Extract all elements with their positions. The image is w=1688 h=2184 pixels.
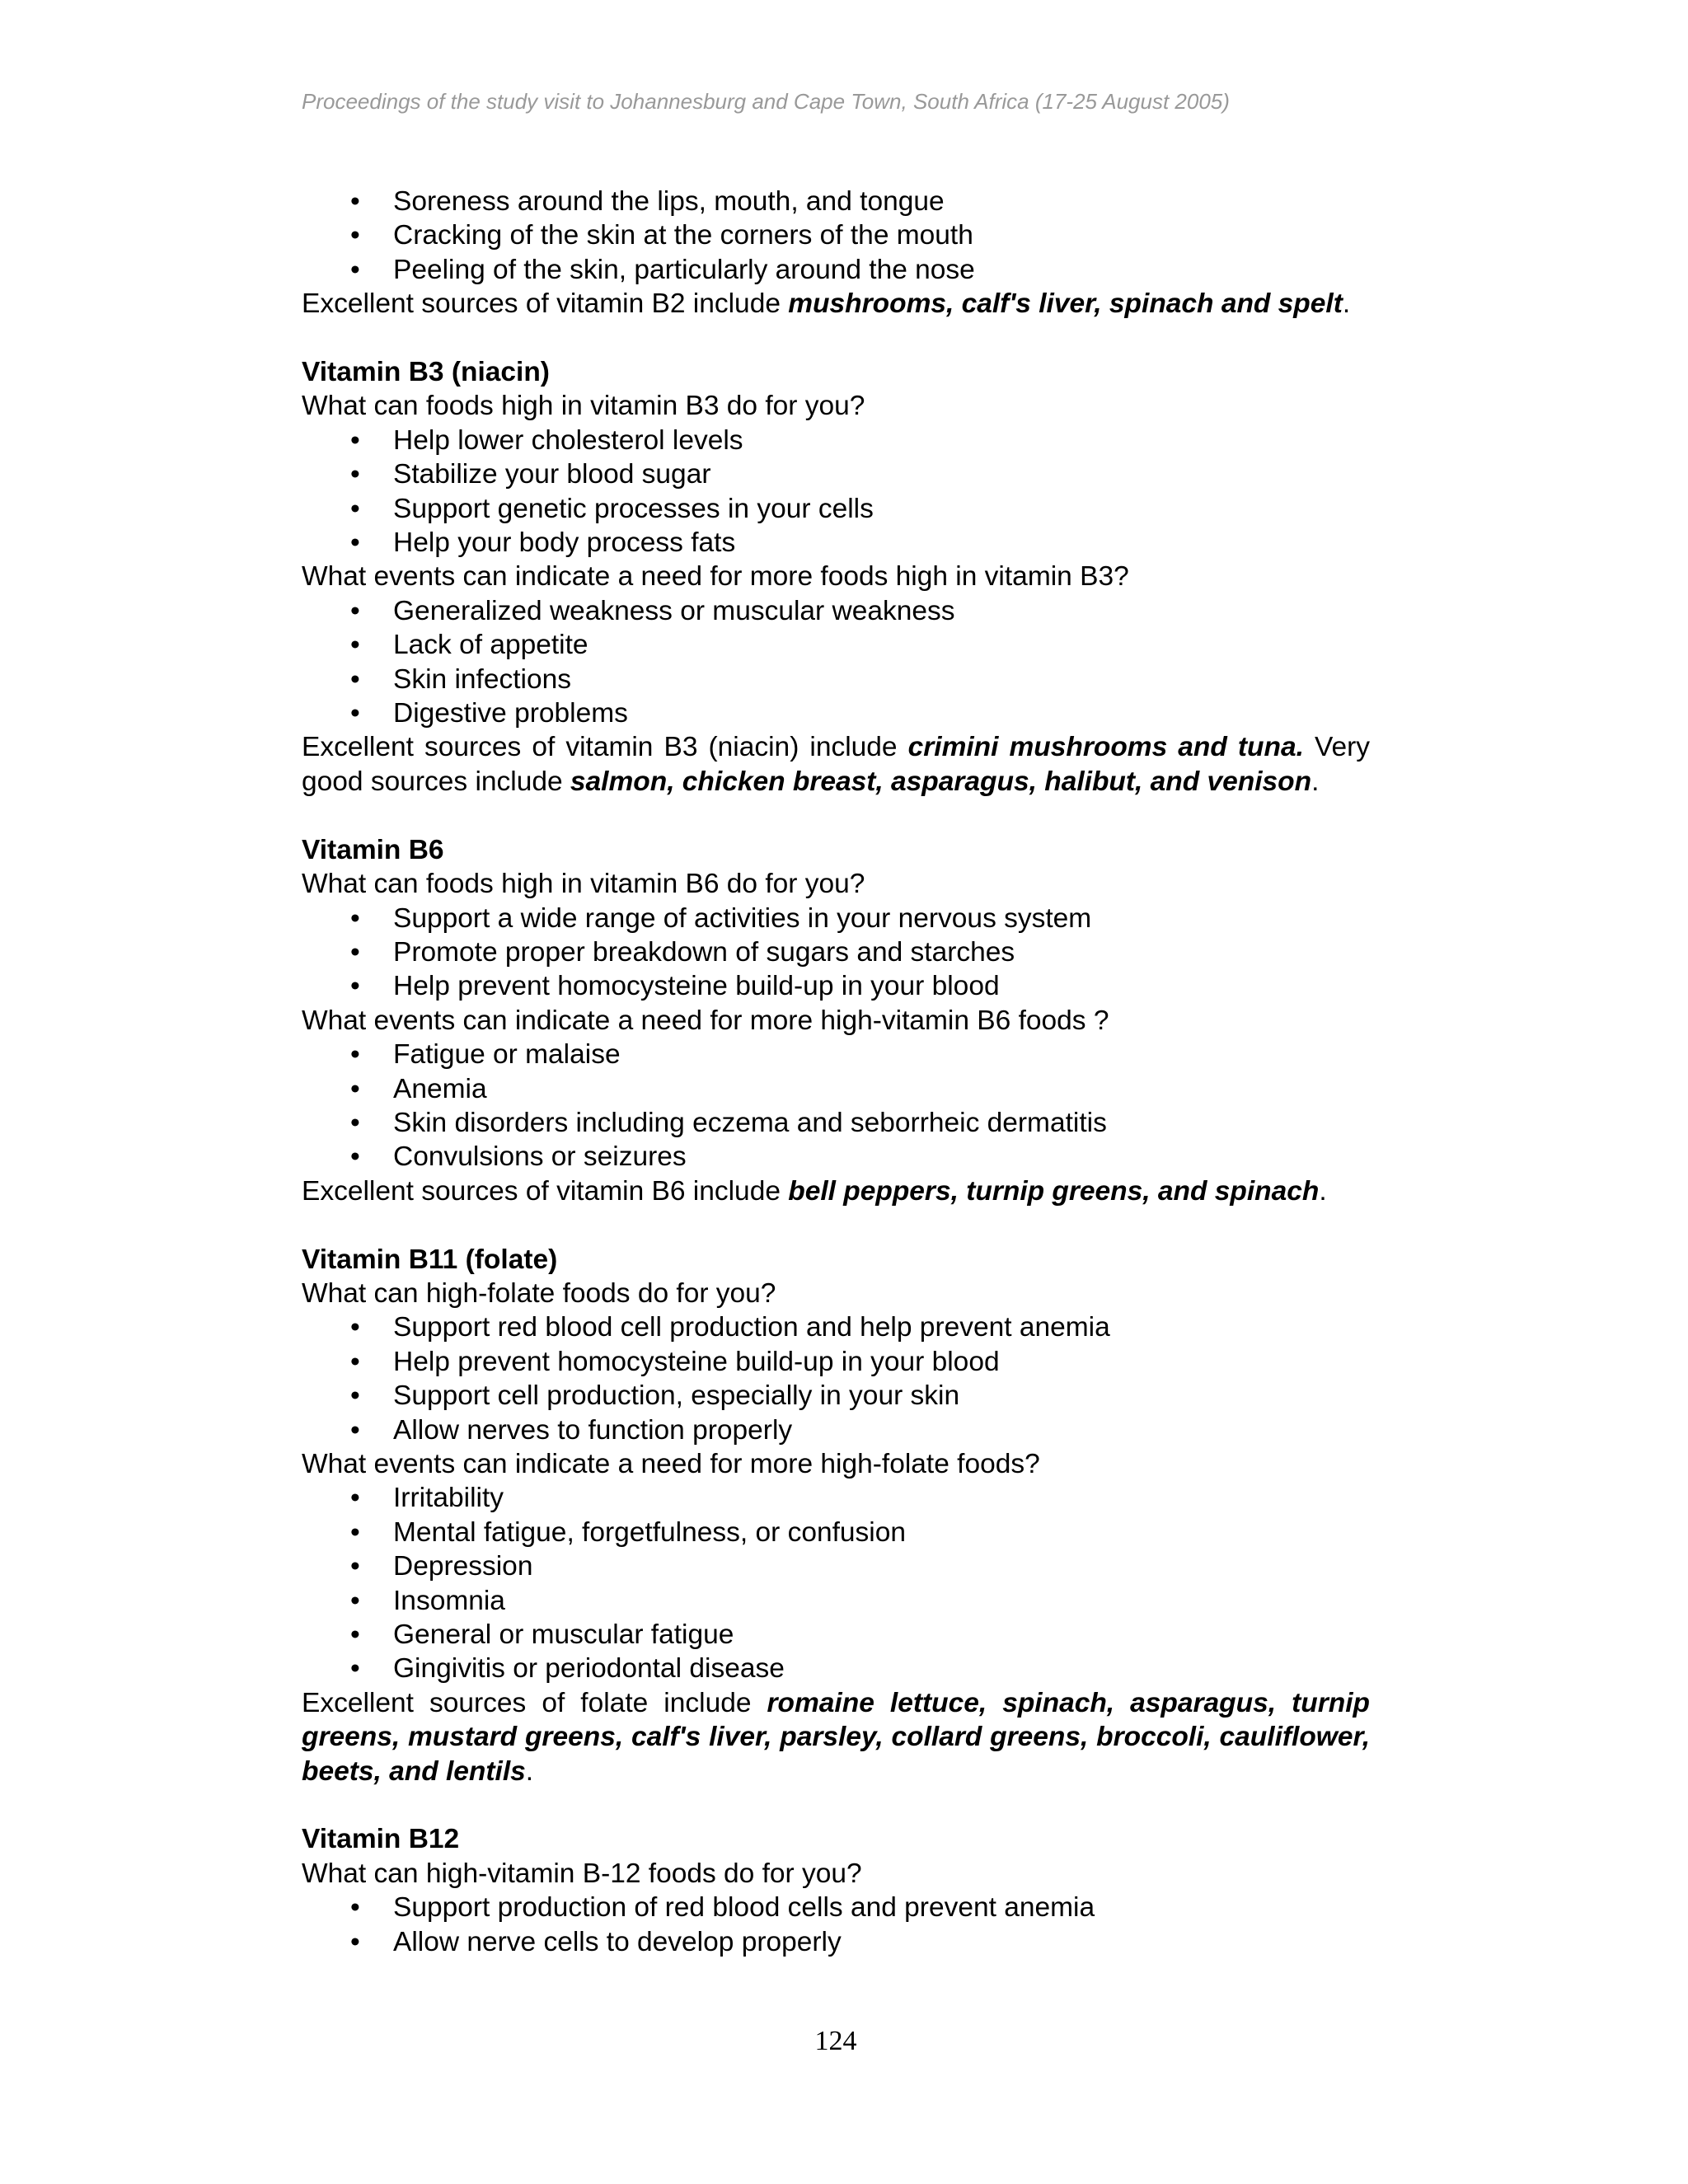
b3-good-sources-foods: salmon, chicken breast, asparagus, halibut, and venison bbox=[570, 766, 1312, 797]
list-item: • Cracking of the skin at the corners of the mouth bbox=[302, 218, 1370, 252]
bullet-icon: • bbox=[350, 1653, 360, 1685]
bullet-icon: • bbox=[350, 493, 360, 524]
bullet-icon: • bbox=[350, 1551, 360, 1582]
b11-needs-list bbox=[302, 1481, 1370, 1685]
list-item: • Skin disorders including eczema and seborrheic dermatitis bbox=[302, 1106, 1370, 1140]
b11-benefits-list bbox=[302, 1310, 1370, 1447]
list-item: • Soreness around the lips, mouth, and tongue bbox=[302, 185, 1370, 218]
section-heading-b6: Vitamin B6 bbox=[302, 834, 444, 865]
bullet-icon: • bbox=[350, 1926, 360, 1957]
bullet-icon: • bbox=[350, 1483, 360, 1514]
list-item: • Support a wide range of activities in your nervous system bbox=[302, 902, 1370, 935]
bullet-icon: • bbox=[350, 1380, 360, 1412]
bullet-icon: • bbox=[350, 1312, 360, 1343]
b11-benefits-question: What can high-folate foods do for you? bbox=[302, 1277, 776, 1309]
list-item: • Generalized weakness or muscular weakness bbox=[302, 594, 1370, 628]
b3-need-question: What events can indicate a need for more foods high in vitamin B3? bbox=[302, 561, 1129, 593]
bullet-icon: • bbox=[350, 630, 360, 661]
bullet-icon: • bbox=[350, 459, 360, 490]
list-item: • Skin infections bbox=[302, 663, 1370, 696]
page-number: 124 bbox=[814, 2026, 857, 2056]
b6-benefits-list bbox=[302, 902, 1370, 1004]
list-item: • Allow nerve cells to develop properly bbox=[302, 1925, 1370, 1959]
bullet-icon: • bbox=[350, 424, 360, 456]
bullet-icon: • bbox=[350, 1619, 360, 1651]
bullet-icon: • bbox=[350, 1585, 360, 1616]
b11-sources-paragraph: Excellent sources of folate include romaine lettuce, spinach, asparagus, turnip greens, mustard greens, calf's liver, parsley, collard greens, broccoli, cauliflower, beets, and lentils. bbox=[302, 1687, 1370, 1787]
bullet-icon: • bbox=[350, 663, 360, 695]
b6-needs-list bbox=[302, 1038, 1370, 1174]
b6-need-question: What events can indicate a need for more high-vitamin B6 foods ? bbox=[302, 1005, 1109, 1036]
b6-benefits-question: What can foods high in vitamin B6 do for you? bbox=[302, 869, 865, 900]
b12-benefits-list bbox=[302, 1891, 1370, 1959]
b12-benefits-question: What can high-vitamin B-12 foods do for you? bbox=[302, 1858, 862, 1889]
section-heading-b11: Vitamin B11 (folate) bbox=[302, 1244, 558, 1275]
b3-benefits-question: What can foods high in vitamin B3 do for you? bbox=[302, 391, 865, 422]
bullet-icon: • bbox=[350, 254, 360, 285]
list-item: • Irritability bbox=[302, 1481, 1370, 1515]
list-item: • Peeling of the skin, particularly around the nose bbox=[302, 253, 1370, 287]
b3-sources-paragraph: Excellent sources of vitamin B3 (niacin) include crimini mushrooms and tuna. Very good sources include salmon, chicken breast, asparagus, halibut, and venison. bbox=[302, 732, 1370, 797]
running-header: Proceedings of the study visit to Johannesburg and Cape Town, South Africa (17-25 August 2005) bbox=[302, 89, 1230, 114]
list-item: • Mental fatigue, forgetfulness, or confusion bbox=[302, 1516, 1370, 1549]
b6-sources-foods: bell peppers, turnip greens, and spinach bbox=[788, 1175, 1320, 1207]
list-item: • Gingivitis or periodontal disease bbox=[302, 1652, 1370, 1685]
list-item: • Stabilize your blood sugar bbox=[302, 457, 1370, 491]
b11-need-question: What events can indicate a need for more high-folate foods? bbox=[302, 1448, 1040, 1479]
b3-benefits-list bbox=[302, 424, 1370, 560]
bullet-icon: • bbox=[350, 186, 360, 217]
list-item: • Help prevent homocysteine build-up in your blood bbox=[302, 969, 1370, 1003]
b11-sources-foods: romaine lettuce, spinach, asparagus, turnip greens, mustard greens, calf's liver, parsley, collard greens, broccoli, cauliflower, beets, and lentils bbox=[302, 1687, 1370, 1787]
b2-sources-paragraph: Excellent sources of vitamin B2 include mushrooms, calf's liver, spinach and spelt. bbox=[302, 288, 1351, 320]
list-item: • Help prevent homocysteine build-up in your blood bbox=[302, 1345, 1370, 1379]
list-item: • Support genetic processes in your cells bbox=[302, 492, 1370, 526]
list-item: • Depression bbox=[302, 1549, 1370, 1583]
list-item: • Insomnia bbox=[302, 1584, 1370, 1618]
bullet-icon: • bbox=[350, 1346, 360, 1377]
bullet-icon: • bbox=[350, 1141, 360, 1173]
bullet-icon: • bbox=[350, 1516, 360, 1548]
list-item: • Digestive problems bbox=[302, 696, 1370, 730]
list-item: • Support production of red blood cells and prevent anemia bbox=[302, 1891, 1370, 1924]
section-heading-b3: Vitamin B3 (niacin) bbox=[302, 357, 550, 388]
bullet-icon: • bbox=[350, 527, 360, 559]
b2-symptom-list bbox=[302, 185, 1370, 287]
list-item: • Help your body process fats bbox=[302, 526, 1370, 560]
bullet-icon: • bbox=[350, 902, 360, 934]
bullet-icon: • bbox=[350, 1414, 360, 1446]
b3-sources-foods: crimini mushrooms and tuna. bbox=[907, 732, 1304, 763]
bullet-icon: • bbox=[350, 971, 360, 1002]
b6-sources-paragraph: Excellent sources of vitamin B6 include bell peppers, turnip greens, and spinach. bbox=[302, 1175, 1327, 1207]
bullet-icon: • bbox=[350, 1892, 360, 1924]
list-item: • Support cell production, especially in your skin bbox=[302, 1379, 1370, 1413]
list-item: • Fatigue or malaise bbox=[302, 1038, 1370, 1071]
document-body bbox=[302, 185, 1370, 1959]
bullet-icon: • bbox=[350, 1107, 360, 1138]
b2-sources-foods: mushrooms, calf's liver, spinach and spelt bbox=[788, 288, 1343, 320]
list-item: • Support red blood cell production and help prevent anemia bbox=[302, 1310, 1370, 1344]
list-item: • Promote proper breakdown of sugars and starches bbox=[302, 935, 1370, 969]
list-item: • Allow nerves to function properly bbox=[302, 1413, 1370, 1447]
b3-needs-list bbox=[302, 594, 1370, 731]
bullet-icon: • bbox=[350, 1039, 360, 1071]
bullet-icon: • bbox=[350, 1073, 360, 1104]
bullet-icon: • bbox=[350, 595, 360, 626]
bullet-icon: • bbox=[350, 698, 360, 729]
list-item: • General or muscular fatigue bbox=[302, 1618, 1370, 1652]
list-item: • Anemia bbox=[302, 1072, 1370, 1106]
list-item: • Help lower cholesterol levels bbox=[302, 424, 1370, 457]
bullet-icon: • bbox=[350, 220, 360, 251]
list-item: • Convulsions or seizures bbox=[302, 1140, 1370, 1174]
bullet-icon: • bbox=[350, 936, 360, 968]
section-heading-b12: Vitamin B12 bbox=[302, 1824, 460, 1855]
list-item: • Lack of appetite bbox=[302, 628, 1370, 662]
